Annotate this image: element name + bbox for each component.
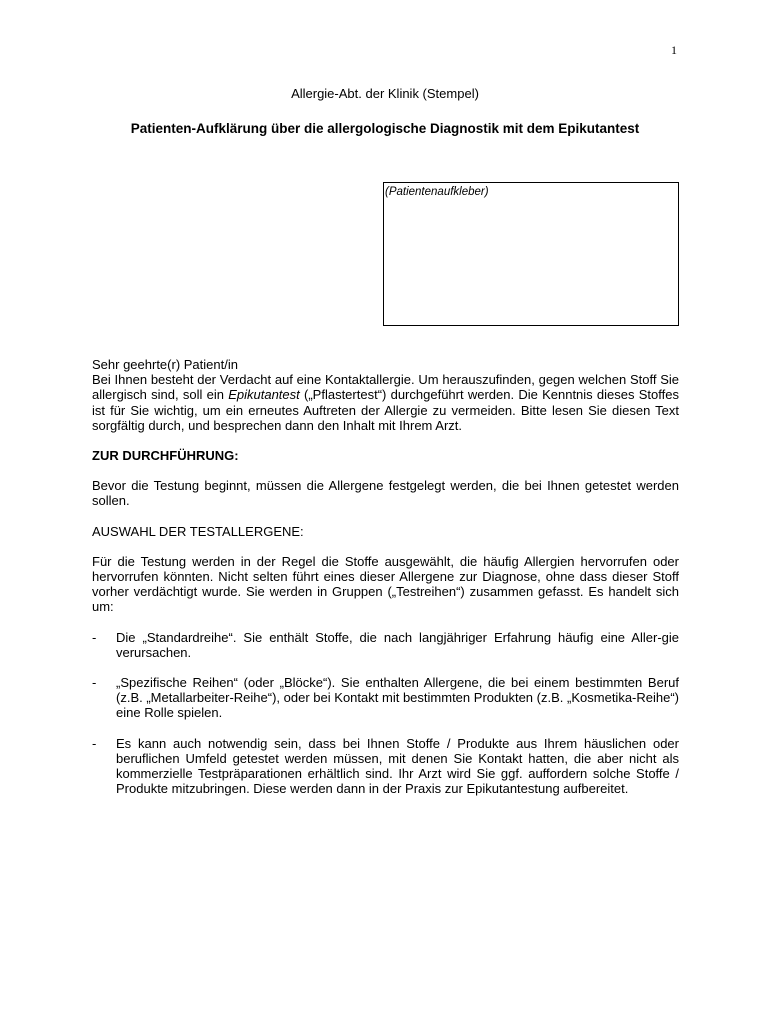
list-item: [92, 736, 679, 797]
clinic-stamp-line: Allergie-Abt. der Klinik (Stempel): [291, 86, 479, 101]
section-paragraph: Bevor die Testung beginnt, müssen die Allergene festgelegt werden, die bei Ihnen getestet werden sollen.: [92, 478, 679, 509]
page-number: 1: [671, 43, 677, 57]
list-bullet: -: [92, 735, 97, 751]
list-item-text: Die „Standardreihe“. Sie enthält Stoffe, die nach langjähriger Erfahrung häufig eine Aller-gie verursachen.: [116, 629, 679, 660]
salutation: Sehr geehrte(r) Patient/in: [92, 357, 238, 372]
document-title: Patienten-Aufklärung über die allergologische Diagnostik mit dem Epikutantest: [130, 121, 640, 136]
intro-emphasis: Epikutantest: [228, 387, 300, 403]
patient-sticker-box: [383, 182, 679, 326]
document-body: [92, 357, 679, 796]
list-item-text: Es kann auch notwendig sein, dass bei Ihnen Stoffe / Produkte aus Ihrem häuslichen oder beruflichen Umfeld getestet werden müssen, mit denen Sie Kontakt hatten, die aber nicht als kommerzielle Testpräparationen erhältlich sind. Ihr Arzt wird Sie ggf. auffordern solche Stoffe / Produkte mitzubringen. Diese werden dann in der Praxis zur Epikutantestung aufbereitet.: [116, 735, 679, 797]
list-item: [92, 675, 679, 721]
subheading: AUSWAHL DER TESTALLERGENE:: [92, 523, 304, 539]
list-item: [92, 630, 679, 660]
section-heading: ZUR DURCHFÜHRUNG:: [92, 448, 239, 464]
patient-sticker-label: (Patientenaufkleber): [385, 186, 489, 198]
intro-text-1: Bei Ihnen besteht der Verdacht auf eine Kontaktallergie. Um herauszufinden, gegen welchen Stoff Sie allergisch sind, soll ein: [92, 372, 679, 403]
list-item-text: „Spezifische Reihen“ (oder „Blöcke“). Sie enthalten Allergene, die bei einem bestimmten Beruf (z.B. „Metallarbeiter-Reihe“), oder bei Kontakt mit bestimmten Produkten (z.B. „Kosmetika-Reihe“) eine Rolle spielen.: [116, 675, 679, 721]
intro-paragraph: [92, 372, 679, 433]
intro-text-2: („Pflastertest“) durchgeführt werden. Die Kenntnis dieses Stoffes ist für Sie wichtig, um ein erneutes Auftreten der Allergie zu vermeiden. Bitte lesen Sie diesen Text sorgfältig durch, und besprechen dann den Inhalt mit Ihrem Arzt.: [92, 387, 679, 433]
list-bullet: -: [92, 675, 97, 691]
list-bullet: -: [92, 629, 97, 645]
selection-paragraph: Für die Testung werden in der Regel die Stoffe ausgewählt, die häufig Allergien hervorrufen oder hervorrufen könnten. Nicht selten führt eines dieser Allergene zur Diagnose, ohne dass dieser Stoff vorher verdächtigt wurde. Sie werden in Gruppen („Testreihen“) zusammen gefasst. Es handelt sich um:: [92, 553, 679, 615]
